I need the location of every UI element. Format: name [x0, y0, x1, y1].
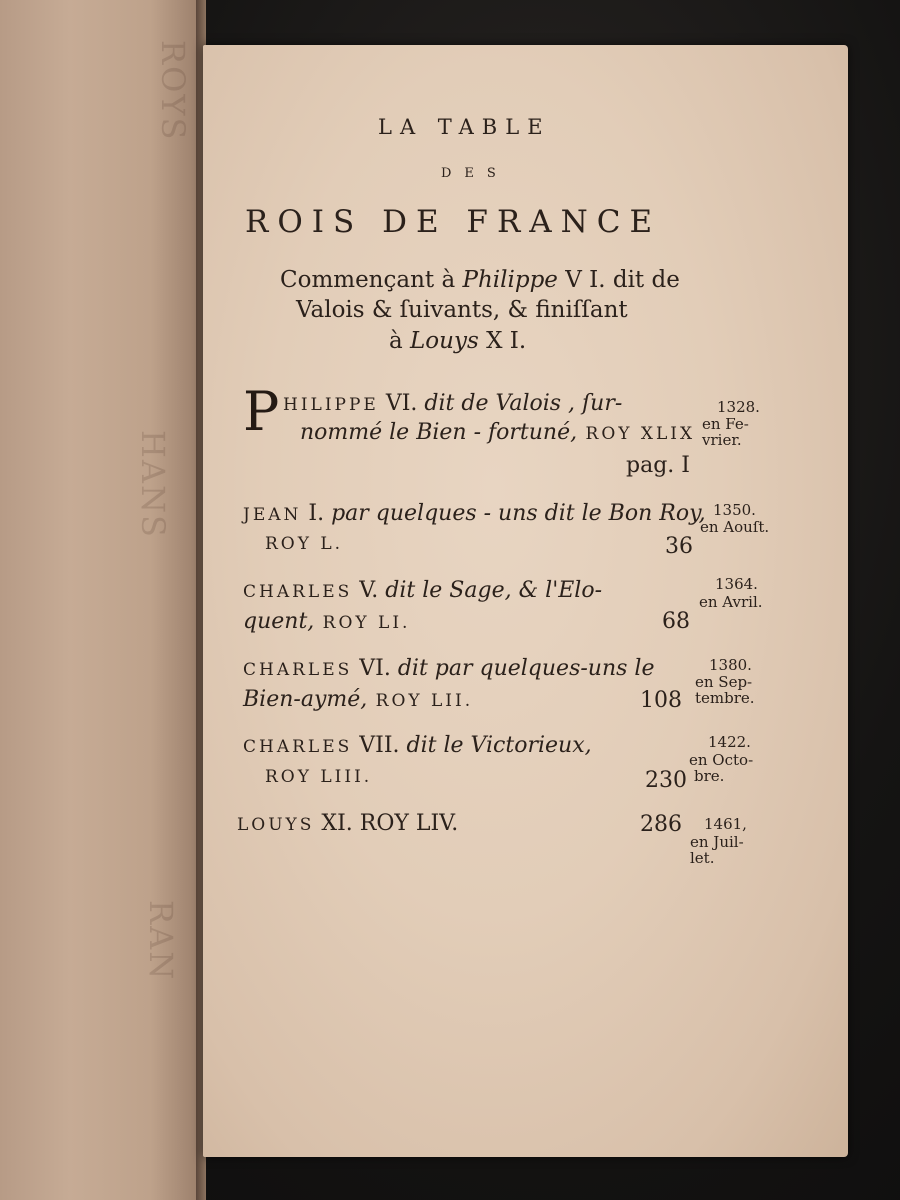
entry-numeral: VI.	[378, 391, 425, 416]
entry-epithet: dit le Sage, & l'Elo-	[385, 578, 603, 603]
month-line: let.	[690, 848, 715, 867]
entry-epithet: Bien-aymé,	[243, 687, 368, 712]
entry-epithet: dit de Valois , ſur-	[424, 391, 623, 416]
entry-jean-line-1	[243, 503, 706, 525]
month-line: tembre.	[695, 688, 755, 707]
entry-page-number: 36	[665, 534, 693, 559]
entry-page-number: 286	[640, 812, 682, 837]
entry-epithet: nommé le Bien - fortuné,	[300, 420, 578, 445]
subtitle-line-1	[280, 269, 680, 292]
heading-la-table: LA TABLE	[378, 115, 551, 139]
entry-page-number: pag. I	[626, 453, 690, 478]
entry-month	[695, 675, 755, 707]
entry-king-name: HILIPPE	[283, 395, 379, 415]
subtitle-text: à	[389, 328, 411, 354]
entry-numeral: XI. ROY LIV.	[314, 811, 459, 836]
entry-page-number: 230	[645, 768, 687, 793]
entry-roy-number: ROY LII.	[367, 691, 474, 711]
entry-king-name: LOUYS	[237, 815, 315, 835]
entry-king-name: CHARLES	[243, 737, 353, 757]
entry-charles-v-line-1	[243, 580, 602, 602]
month-line: en Fe-	[702, 415, 749, 433]
left-page	[0, 0, 202, 1200]
entry-epithet: dit le Victorieux,	[406, 733, 592, 758]
entry-roy-number: ROY LIII.	[265, 767, 373, 787]
entry-king-name: CHARLES	[243, 582, 353, 602]
subtitle-name: Philippe	[462, 267, 558, 293]
entry-month: en Avril.	[699, 593, 763, 611]
entry-month	[702, 417, 749, 449]
heading-des: DES	[441, 166, 509, 181]
subtitle-text: V I. dit de	[557, 267, 680, 293]
entry-page-number: 108	[640, 688, 682, 713]
entry-numeral: VI.	[352, 656, 398, 681]
entry-month	[689, 753, 753, 785]
subtitle-text: X I.	[478, 328, 527, 354]
subtitle-line-2: Valois & ſuivants, & finiſſant	[296, 297, 628, 323]
month-line: en Octo-	[689, 751, 754, 769]
month-line: en Sep-	[695, 673, 753, 691]
month-line: bre.	[694, 766, 725, 785]
subtitle-text: Commençant à	[280, 267, 463, 293]
entry-epithet: par quelques - uns dit le Bon Roy,	[331, 501, 706, 526]
entry-charles-vi-line-1	[243, 658, 654, 680]
entry-numeral: I.	[301, 501, 332, 526]
entry-epithet: dit par quelques-uns le	[397, 656, 655, 681]
entry-epithet: quent,	[243, 609, 315, 634]
entry-roy-number: ROY XLIX	[577, 424, 696, 444]
left-page-bleed-text: ROYS	[154, 40, 192, 142]
entry-charles-vii-line-2	[265, 765, 372, 787]
entry-month	[690, 835, 744, 867]
entry-numeral: VII.	[352, 733, 407, 758]
entry-king-name: JEAN	[243, 505, 302, 525]
left-page-bleed-text: HANS	[134, 430, 172, 539]
month-line: vrier.	[702, 430, 742, 449]
entry-year: 1461,	[704, 815, 747, 833]
entry-jean-line-2	[265, 532, 343, 554]
drop-cap-letter: P	[243, 380, 280, 443]
subtitle-line-3	[389, 330, 526, 353]
entry-numeral: V.	[352, 578, 386, 603]
entry-roy-number: ROY L.	[265, 534, 344, 554]
entry-page-number: 68	[662, 609, 690, 634]
entry-philippe-line-2	[300, 422, 695, 444]
entry-charles-vi-line-2	[243, 689, 473, 711]
heading-rois-de-france: ROIS DE FRANCE	[245, 204, 662, 240]
left-page-bleed-text: RAN	[142, 900, 180, 982]
entry-year: 1350.	[713, 501, 756, 519]
entry-charles-v-line-2	[243, 611, 410, 633]
entry-king-name: CHARLES	[243, 660, 353, 680]
entry-louys-xi-line-1	[237, 813, 458, 835]
right-page	[203, 45, 848, 1157]
subtitle-name: Louys	[410, 328, 479, 354]
entry-month: en Aouſt.	[700, 518, 770, 536]
entry-year: 1422.	[708, 733, 751, 751]
entry-charles-vii-line-1	[243, 735, 592, 757]
month-line: en Juil-	[690, 833, 744, 851]
entry-philippe-line-1	[283, 393, 622, 415]
entry-year: 1364.	[715, 575, 758, 593]
entry-roy-number: ROY LI.	[314, 613, 411, 633]
entry-year: 1380.	[709, 656, 752, 674]
entry-year: 1328.	[717, 398, 760, 416]
